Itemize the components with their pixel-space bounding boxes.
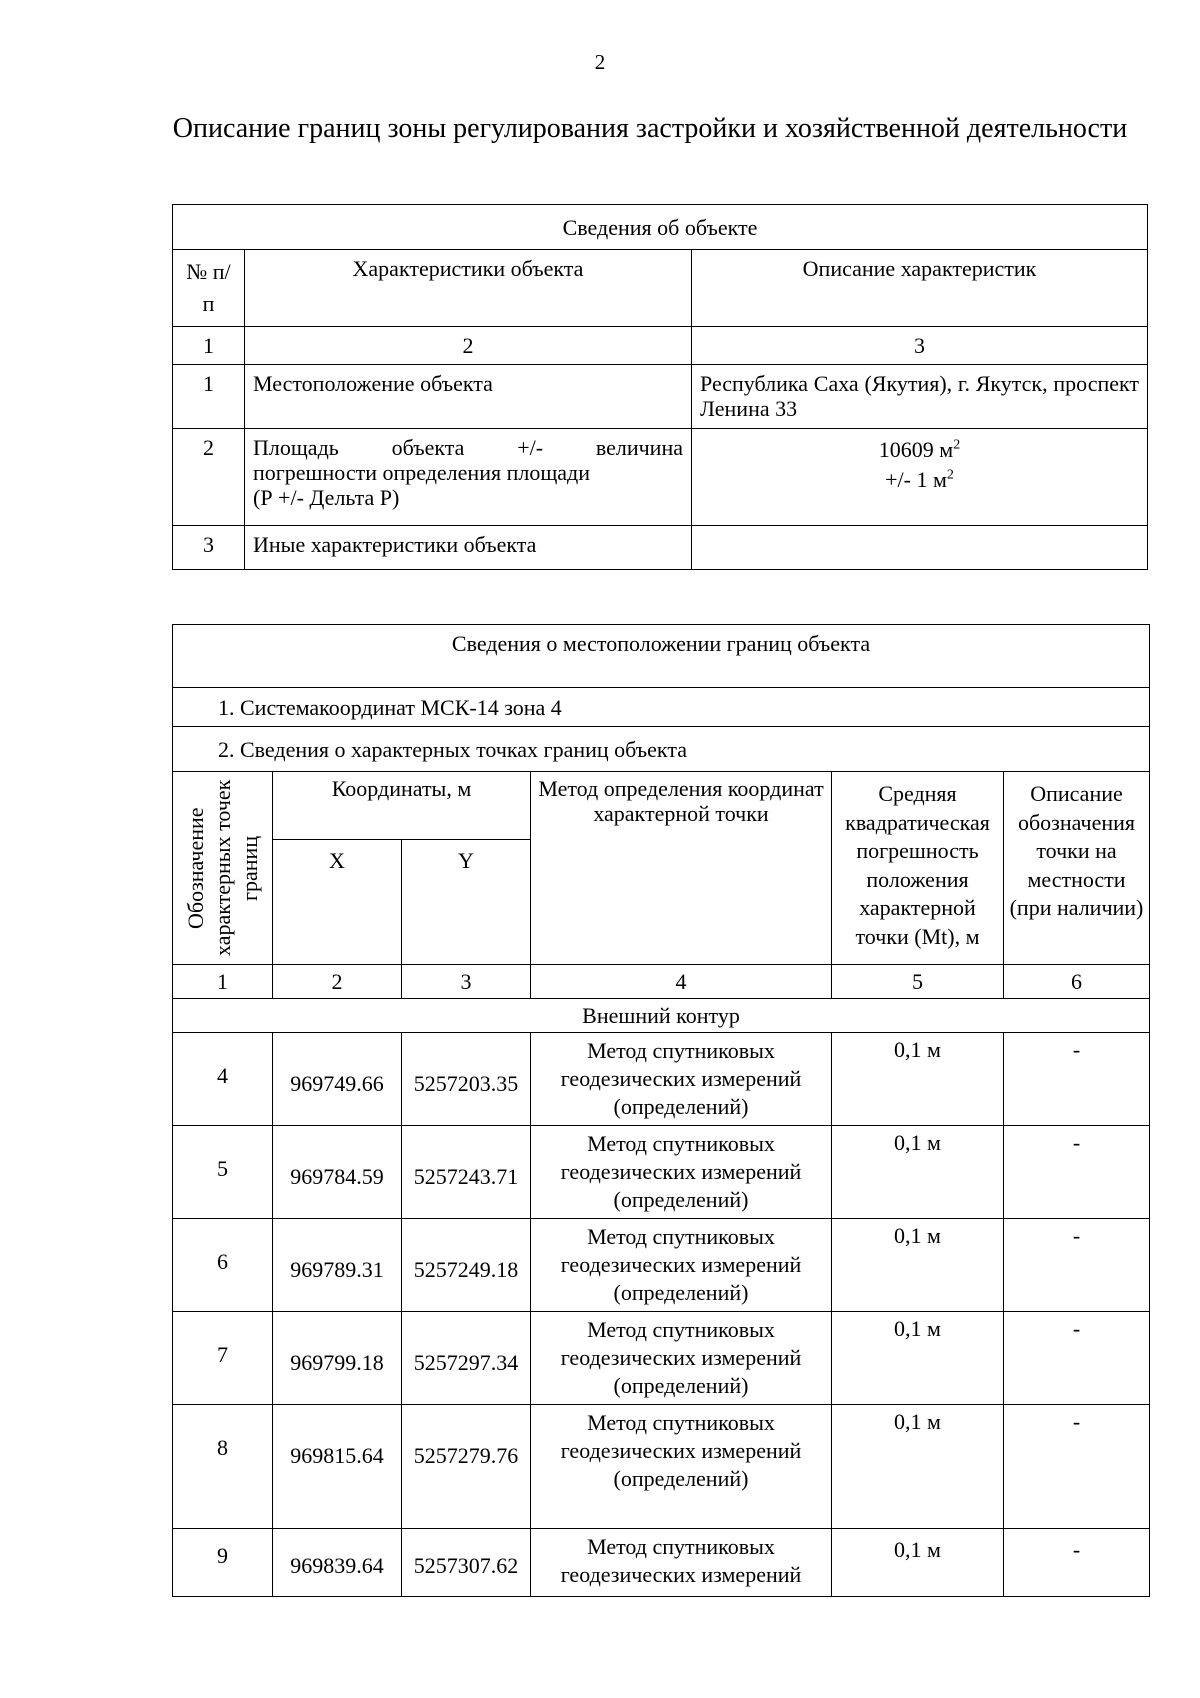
col-number-2: 2 xyxy=(245,327,692,365)
coordinate-x: 969815.64 xyxy=(273,1405,402,1529)
col-number-6: 6 xyxy=(1004,965,1150,999)
method-line-2: геодезических измерений xyxy=(560,1159,802,1184)
col-header-point-description: Описание обозначения точки на местности (при наличии) xyxy=(1004,772,1150,965)
point-number: 9 xyxy=(173,1529,273,1597)
designation-label: Обозначение характерных точек границ xyxy=(183,779,262,957)
col-number-1: 1 xyxy=(173,327,245,365)
col-header-number: № п/п xyxy=(173,250,245,327)
point-number: 7 xyxy=(173,1312,273,1405)
point-description: - xyxy=(1004,1033,1150,1126)
coordinate-y: 5257297.34 xyxy=(402,1312,531,1405)
coordinate-x: 969784.59 xyxy=(273,1126,402,1219)
point-description: - xyxy=(1004,1219,1150,1312)
table-row xyxy=(173,1312,1150,1405)
method-line-3: (определений) xyxy=(613,1280,749,1305)
area-name-line-1: Площадь объекта +/- величина xyxy=(253,435,683,460)
area-error: +/- 1 м xyxy=(885,467,947,492)
method-line-1: Метод спутниковых xyxy=(587,1038,775,1063)
point-number: 6 xyxy=(173,1219,273,1312)
method-line-1: Метод спутниковых xyxy=(587,1410,775,1435)
method-line-3: (определений) xyxy=(613,1094,749,1119)
coordinate-system: 1. Системакоординат МСК-14 зона 4 xyxy=(173,688,1150,727)
coordinate-x: 969839.64 xyxy=(273,1529,402,1597)
col-number-3: 3 xyxy=(402,965,531,999)
point-description: - xyxy=(1004,1405,1150,1529)
area-name-line-2: погрешности определения площади xyxy=(253,460,591,485)
col-header-y: Y xyxy=(402,840,531,965)
accuracy: 0,1 м xyxy=(832,1405,1004,1529)
method-line-3: (определений) xyxy=(613,1466,749,1491)
boundary-points-table xyxy=(172,624,1150,1597)
col-number-2: 2 xyxy=(273,965,402,999)
point-description: - xyxy=(1004,1126,1150,1219)
contour-label: Внешний контур xyxy=(173,999,1150,1033)
method-line-1: Метод спутниковых xyxy=(587,1131,775,1156)
area-unit-power: 2 xyxy=(953,437,961,453)
boundary-table-header: Сведения о местоположении границ объекта xyxy=(173,625,1150,688)
table-row xyxy=(173,1529,1150,1597)
col-header-accuracy: Средняя квадратическая погрешность положения характерной точки (Mt), м xyxy=(832,772,1004,965)
table-row xyxy=(173,1126,1150,1219)
object-table-header: Сведения об объекте xyxy=(173,205,1148,250)
col-header-designation xyxy=(173,772,273,965)
col-header-description: Описание характеристик xyxy=(692,250,1148,327)
coordinate-y: 5257279.76 xyxy=(402,1405,531,1529)
method xyxy=(531,1126,832,1219)
method xyxy=(531,1033,832,1126)
method-line-1: Метод спутниковых xyxy=(587,1534,775,1559)
col-number-3: 3 xyxy=(692,327,1148,365)
characteristic-value: Республика Саха (Якутия), г. Якутск, проспект Ленина 33 xyxy=(692,365,1148,429)
point-number: 4 xyxy=(173,1033,273,1126)
accuracy: 0,1 м xyxy=(832,1126,1004,1219)
coordinate-y: 5257249.18 xyxy=(402,1219,531,1312)
method xyxy=(531,1219,832,1312)
accuracy: 0,1 м xyxy=(832,1219,1004,1312)
row-number: 3 xyxy=(173,526,245,570)
row-number: 2 xyxy=(173,429,245,526)
method xyxy=(531,1312,832,1405)
document-title: Описание границ зоны регулирования застройки и хозяйственной деятельности xyxy=(172,113,1128,144)
method-line-2: геодезических измерений xyxy=(560,1066,802,1091)
characteristic-value xyxy=(692,429,1148,526)
characteristic-name: Местоположение объекта xyxy=(245,365,692,429)
accuracy: 0,1 м xyxy=(832,1033,1004,1126)
coordinate-x: 969749.66 xyxy=(273,1033,402,1126)
method-line-2: геодезических измерений xyxy=(560,1345,802,1370)
accuracy: 0,1 м xyxy=(832,1529,1004,1597)
characteristic-name xyxy=(245,429,692,526)
col-number-5: 5 xyxy=(832,965,1004,999)
col-header-coordinates: Координаты, м xyxy=(273,772,531,840)
error-unit-power: 2 xyxy=(946,467,954,483)
characteristic-name: Иные характеристики объекта xyxy=(245,526,692,570)
row-number: 1 xyxy=(173,365,245,429)
method-line-1: Метод спутниковых xyxy=(587,1224,775,1249)
table-row xyxy=(173,1219,1150,1312)
method-line-2: геодезических измерений xyxy=(560,1438,802,1463)
method-line-3: (определений) xyxy=(613,1373,749,1398)
method xyxy=(531,1405,832,1529)
coordinate-x: 969789.31 xyxy=(273,1219,402,1312)
point-description: - xyxy=(1004,1529,1150,1597)
point-number: 5 xyxy=(173,1126,273,1219)
points-header: 2. Сведения о характерных точках границ объекта xyxy=(173,727,1150,772)
page-number: 2 xyxy=(594,50,606,74)
col-number-4: 4 xyxy=(531,965,832,999)
col-header-method: Метод определения координат характерной точки xyxy=(531,772,832,965)
accuracy: 0,1 м xyxy=(832,1312,1004,1405)
method-line-2: геодезических измерений xyxy=(560,1562,802,1587)
table-row xyxy=(173,1405,1150,1529)
coordinate-x: 969799.18 xyxy=(273,1312,402,1405)
col-header-x: X xyxy=(273,840,402,965)
coordinate-y: 5257243.71 xyxy=(402,1126,531,1219)
area-name-line-3: (Р +/- Дельта Р) xyxy=(253,485,400,510)
coordinate-y: 5257203.35 xyxy=(402,1033,531,1126)
method xyxy=(531,1529,832,1597)
area-value: 10609 м xyxy=(878,437,954,462)
coordinate-y: 5257307.62 xyxy=(402,1529,531,1597)
characteristic-value xyxy=(692,526,1148,570)
point-description: - xyxy=(1004,1312,1150,1405)
method-line-3: (определений) xyxy=(613,1187,749,1212)
point-number: 8 xyxy=(173,1405,273,1529)
col-header-characteristics: Характеристики объекта xyxy=(245,250,692,327)
method-line-1: Метод спутниковых xyxy=(587,1317,775,1342)
object-info-table xyxy=(172,204,1148,570)
table-row xyxy=(173,1033,1150,1126)
col-number-1: 1 xyxy=(173,965,273,999)
method-line-2: геодезических измерений xyxy=(560,1252,802,1277)
